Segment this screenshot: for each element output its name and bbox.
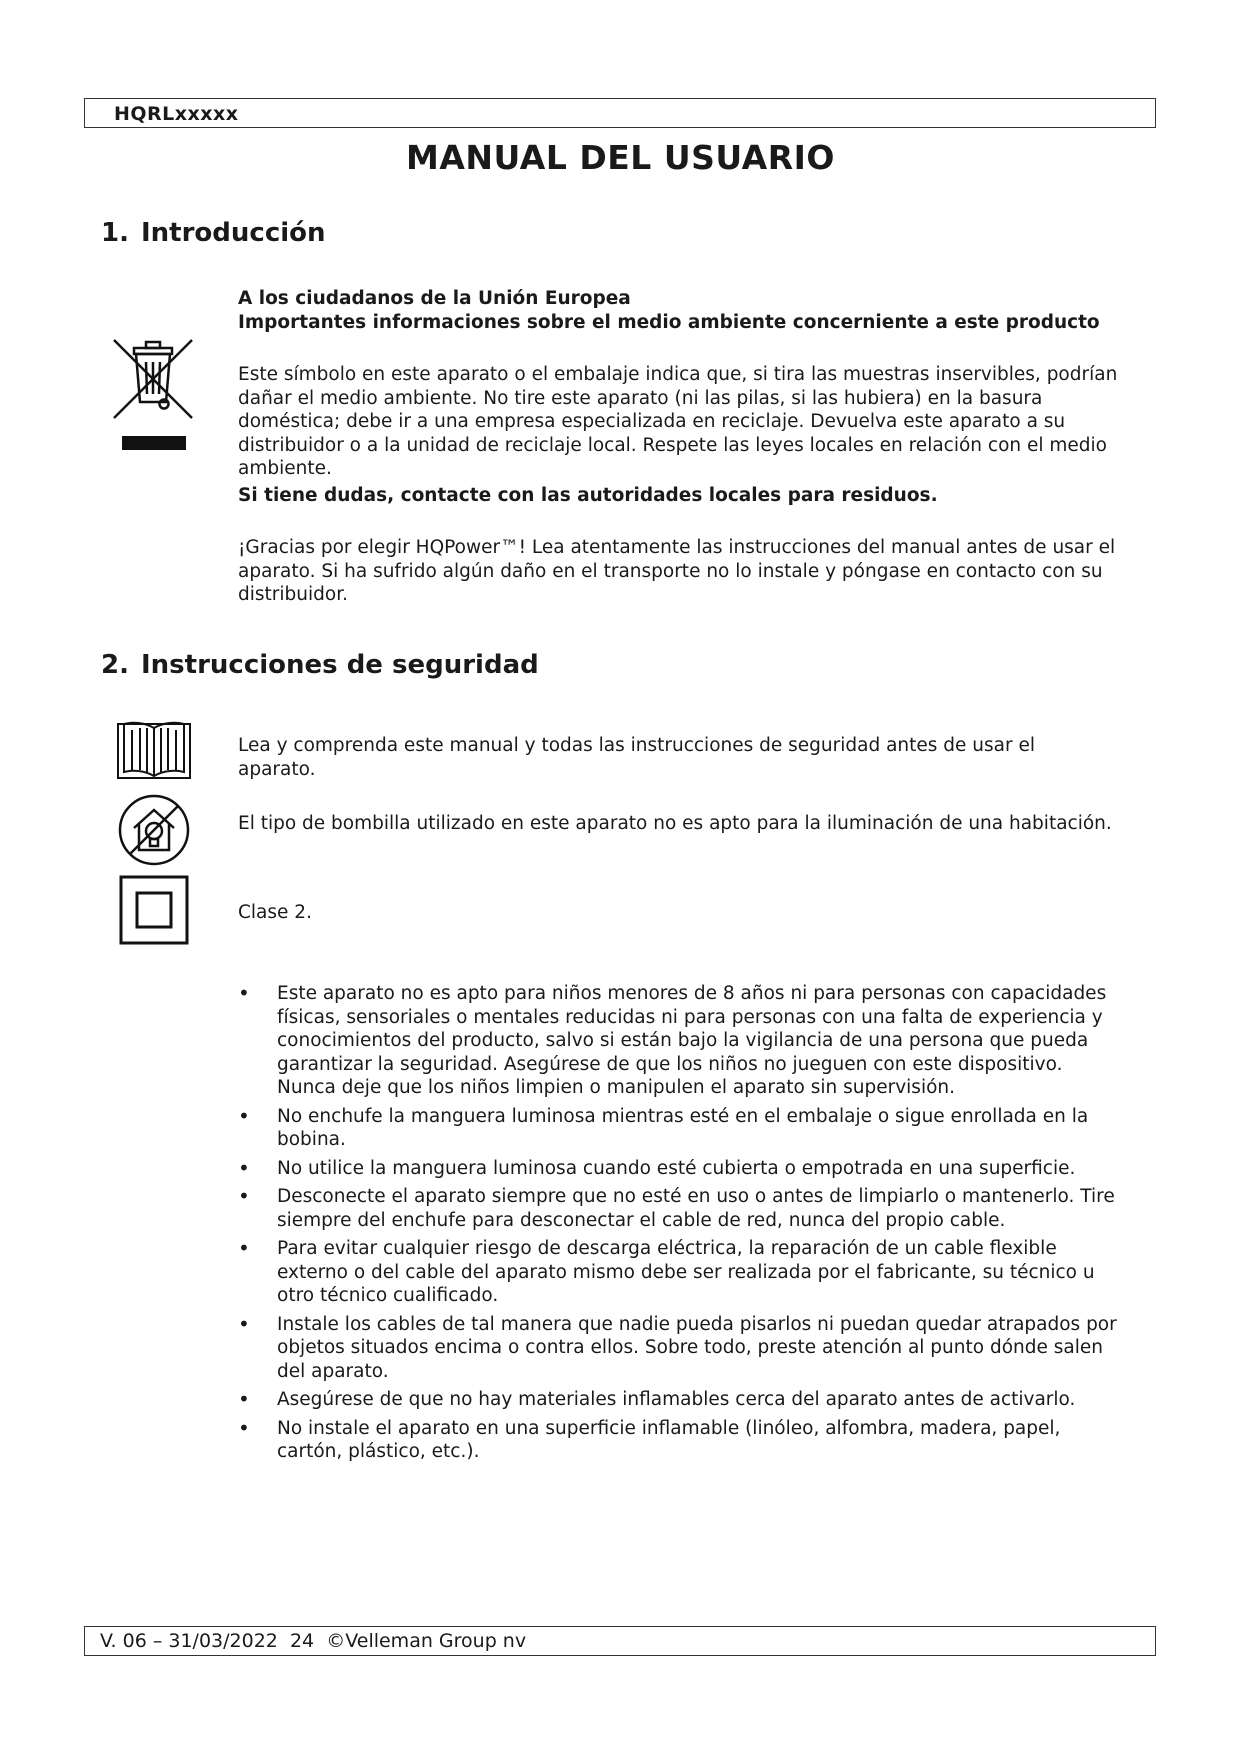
manual-book-icon (116, 718, 192, 780)
symbol-text-class2: Clase 2. (238, 902, 312, 923)
section-2-heading (101, 650, 539, 680)
thanks-paragraph: ¡Gracias por elegir HQPower™! Lea atentamente las instrucciones del manual antes de usar el aparato. Si ha sufrido algún daño en el transporte no lo instale y póngase en contacto con su distribuidor. (238, 537, 1116, 605)
list-item: • Para evitar cualquier riesgo de descarga eléctrica, la reparación de un cable flexible externo o del cable del aparato mismo debe ser realizada por el fabricante, su técnico u otro técnico cualificado. (238, 1237, 1118, 1308)
section-2-number: 2. (101, 650, 129, 680)
symbol-text-read-manual: Lea y comprenda este manual y todas las instrucciones de seguridad antes de usar el aparato. (238, 735, 1036, 780)
list-item: • No instale el aparato en una superficie inflamable (linóleo, alfombra, madera, papel, cartón, plástico, etc.). (238, 1417, 1118, 1464)
list-item: • Este aparato no es apto para niños menores de 8 años ni para personas con capacidades físicas, sensoriales o mentales reducidas ni para personas con una falta de experiencia y conocimientos del producto, salvo si están bajo la vigilancia de una persona que pueda garantizar la seguridad. Asegúrese de que los niños no jueguen con este dispositivo. Nunca deje que los niños limpien o manipulen el aparato sin supervisión. (238, 982, 1118, 1100)
header-frame (84, 98, 1156, 128)
environment-heading: Importantes informaciones sobre el medio ambiente concerniente a este producto (238, 312, 1100, 333)
symbol-text-lamp: El tipo de bombilla utilizado en este aparato no es apto para la iluminación de una habitación. (238, 813, 1112, 834)
class-2-icon (118, 874, 190, 946)
eu-citizens-heading: A los ciudadanos de la Unión Europea (238, 288, 631, 309)
model-code: HQRLxxxxx (114, 103, 239, 125)
footer-version: V. 06 – 31/03/2022 24 ©Velleman Group nv (100, 1630, 527, 1652)
list-item: • No utilice la manguera luminosa cuando esté cubierta o empotrada en una superficie. (238, 1157, 1118, 1181)
list-item: • No enchufe la manguera luminosa mientras esté en el embalaje o sigue enrollada en la bobina. (238, 1105, 1118, 1152)
section-1-title: Introducción (141, 218, 326, 248)
page-title: MANUAL DEL USUARIO (406, 138, 835, 177)
section-1-number: 1. (101, 218, 129, 248)
list-item: • Desconecte el aparato siempre que no esté en uso o antes de limpiarlo o mantenerlo. Tire siempre del enchufe para desconectar el cable de red, nunca del propio cable. (238, 1185, 1118, 1232)
no-room-lighting-icon (116, 792, 192, 868)
weee-crossed-bin-icon (110, 336, 196, 456)
list-item: • Instale los cables de tal manera que nadie pueda pisarlos ni puedan quedar atrapados por objetos situados encima o contra ellos. Sobre todo, preste atención al punto dónde salen del aparato. (238, 1313, 1118, 1384)
doubts-notice: Si tiene dudas, contacte con las autoridades locales para residuos. (238, 485, 938, 506)
section-1-heading (101, 218, 326, 248)
section-2-title: Instrucciones de seguridad (141, 650, 539, 680)
list-item: • Asegúrese de que no hay materiales inflamables cerca del aparato antes de activarlo. (238, 1388, 1118, 1412)
weee-paragraph: Este símbolo en este aparato o el embalaje indica que, si tira las muestras inservibles, podrían dañar el medio ambiente. No tire este aparato (ni las pilas, si las hubiera) en la basura doméstica; debe ir a una empresa especializada en reciclaje. Devuelva este aparato a su distribuidor o a la unidad de reciclaje local. Respete las leyes locales en relación con el medio ambiente. (238, 364, 1118, 479)
safety-bullet-list (238, 982, 1118, 1469)
